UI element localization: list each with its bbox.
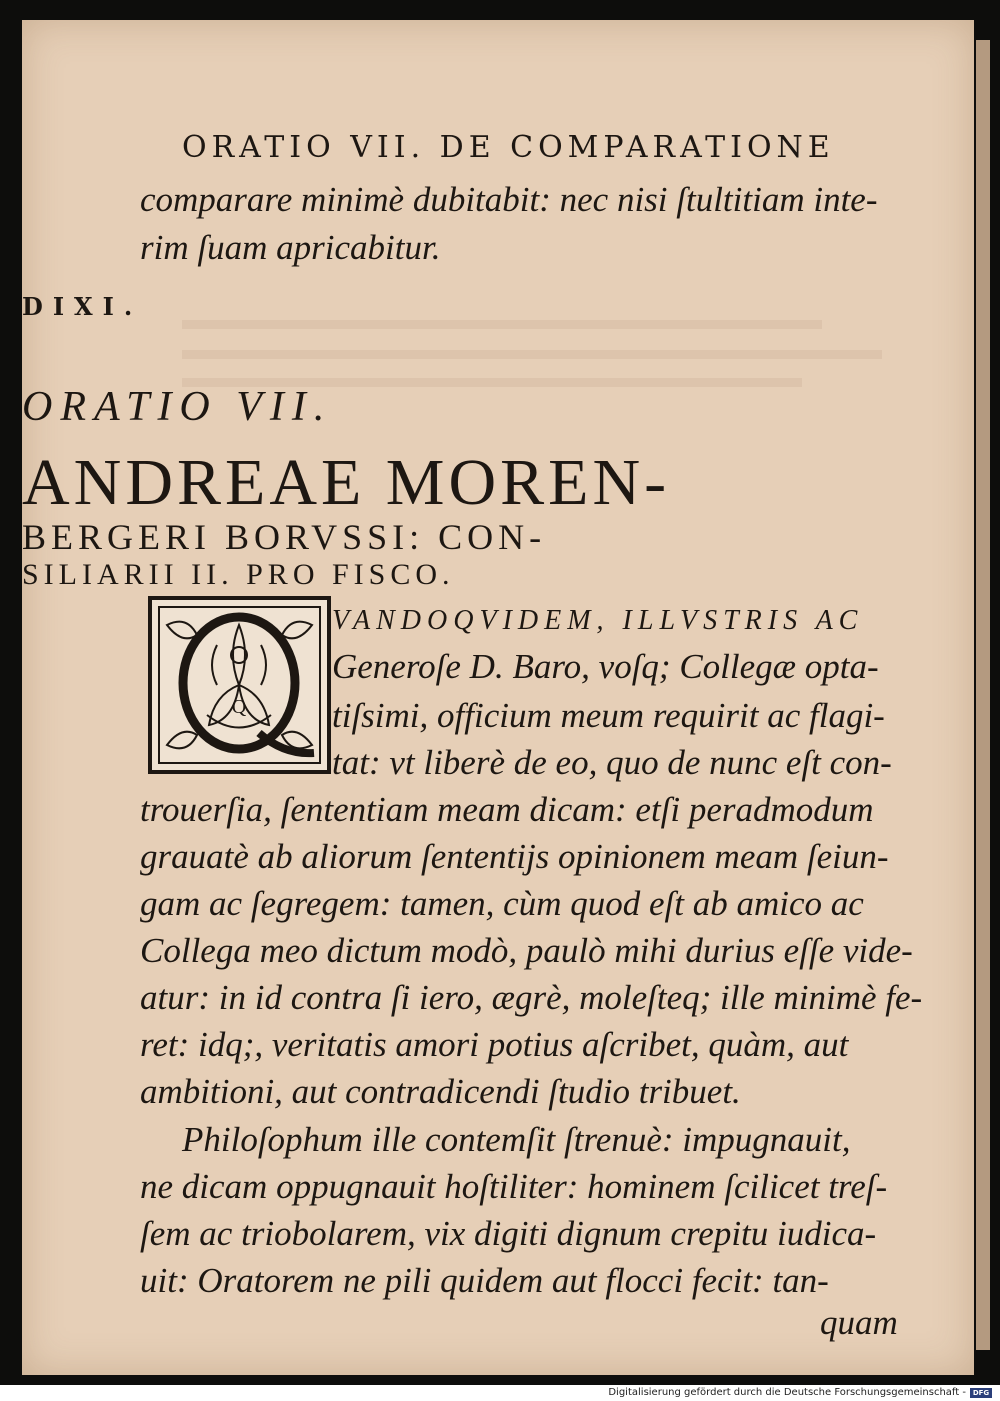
decorated-initial: [147, 595, 332, 775]
body-line: atur: in id contra ſi iero, ægrè, moleſteq; ille minimè fe-: [140, 978, 923, 1017]
body-line: Collega meo dictum modò, paulò mihi durius eſſe vide-: [140, 931, 913, 970]
bleed-through: [182, 350, 882, 359]
carryover-line-1: comparare minimè dubitabit: nec nisi ſtultitiam inte-: [140, 180, 878, 219]
book-page: [22, 20, 974, 1375]
body-line: trouerſia, ſententiam meam dicam: etſi peradmodum: [140, 790, 874, 829]
carryover-line-2: rim ſuam apricabitur.: [140, 228, 441, 267]
body-line: Philoſophum ille contemſit ſtrenuè: impugnauit,: [182, 1120, 851, 1159]
author-line-1: ANDREAE MOREN-: [22, 446, 671, 519]
body-line: ſem ac triobolarem, vix digiti dignum crepitu iudica-: [140, 1214, 877, 1253]
body-line: Generoſe D. Baro, voſq; Collegæ opta-: [332, 647, 879, 686]
footer-bar: [0, 1385, 1000, 1401]
body-line: uit: Oratorem ne pili quidem aut flocci fecit: tan-: [140, 1261, 829, 1300]
author-line-2: BERGERI BORVSSI: CON-: [22, 517, 547, 557]
opening-words: VANDOQVIDEM, ILLVSTRIS AC: [332, 605, 864, 636]
author-line-3: SILIARII II. PRO FISCO.: [22, 558, 455, 591]
dfg-logo-icon: DFG: [970, 1388, 992, 1398]
funding-credit: Digitalisierung gefördert durch die Deutsche Forschungsgemeinschaft -: [608, 1387, 966, 1398]
body-line: tat: vt liberè de eo, quo de nunc eſt con-: [332, 743, 892, 782]
body-line: ret: idq;, veritatis amori potius aſcribet, quàm, aut: [140, 1025, 849, 1064]
catchword: quam: [820, 1303, 898, 1342]
running-head: ORATIO VII. DE COMPARATIONE: [182, 130, 835, 165]
body-line: ne dicam oppugnauit hoſtiliter: hominem ſcilicet treſ-: [140, 1167, 888, 1206]
body-line: ambitioni, aut contradicendi ſtudio tribuet.: [140, 1072, 741, 1111]
bleed-through: [182, 320, 822, 329]
body-line: grauatè ab aliorum ſententijs opinionem meam ſeiun-: [140, 837, 889, 876]
initial-letter: Q: [231, 696, 247, 718]
body-line: gam ac ſegregem: tamen, cùm quod eſt ab amico ac: [140, 884, 864, 923]
page-edge: [976, 40, 990, 1350]
body-line: tiſsimi, officium meum requirit ac flagi-: [332, 696, 885, 735]
oration-title: ORATIO VII.: [22, 384, 333, 430]
dixi-heading: DIXI.: [22, 292, 143, 321]
